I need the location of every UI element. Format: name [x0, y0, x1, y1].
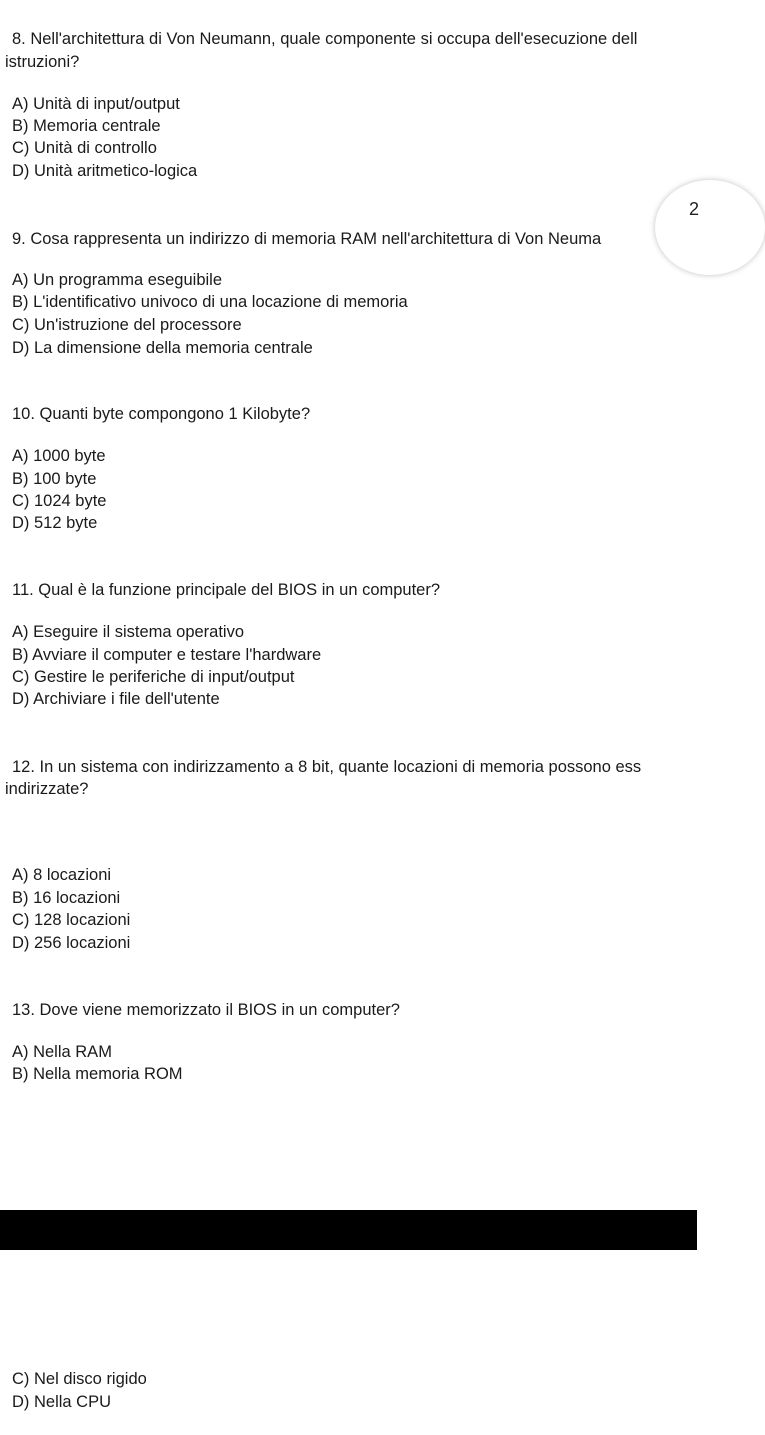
q8-option-c: C) Unità di controllo [12, 139, 157, 157]
black-band-divider [0, 1210, 697, 1250]
q12-option-a: A) 8 locazioni [12, 866, 112, 884]
q11-option-c: C) Gestire le periferiche di input/output [12, 668, 295, 686]
q9-option-c: C) Un'istruzione del processore [12, 316, 242, 334]
q8-option-a: A) Unità di input/output [12, 95, 180, 113]
q11-option-b: B) Avviare il computer e testare l'hardware [12, 646, 322, 664]
q9-option-d: D) La dimensione della memoria centrale [12, 339, 313, 357]
q13-option-b: B) Nella memoria ROM [12, 1065, 183, 1083]
question-10-text: 10. Quanti byte compongono 1 Kilobyte? [12, 405, 311, 423]
q11-option-a: A) Eseguire il sistema operativo [12, 623, 245, 641]
q9-option-a: A) Un programma eseguibile [12, 271, 223, 289]
q8-option-d: D) Unità aritmetico-logica [12, 162, 198, 180]
q9-option-b: B) L'identificativo univoco di una locazione di memoria [12, 293, 408, 311]
q10-option-a: A) 1000 byte [12, 447, 106, 465]
question-8-text: 8. Nell'architettura di Von Neumann, quale componente si occupa dell'esecuzione dell [12, 30, 638, 48]
question-13-text: 13. Dove viene memorizzato il BIOS in un computer? [12, 1001, 400, 1019]
q12-option-b: B) 16 locazioni [12, 889, 121, 907]
q10-option-d: D) 512 byte [12, 514, 98, 532]
q10-option-b: B) 100 byte [12, 470, 97, 488]
q11-option-d: D) Archiviare i file dell'utente [12, 690, 220, 708]
q10-option-c: C) 1024 byte [12, 492, 107, 510]
q13-option-a: A) Nella RAM [12, 1043, 112, 1061]
q12-option-c: C) 128 locazioni [12, 911, 131, 929]
floating-side-button[interactable] [655, 180, 765, 275]
side-widget-glyph: 2 [689, 199, 700, 219]
q13-option-c: C) Nel disco rigido [12, 1370, 147, 1388]
q12-option-d: D) 256 locazioni [12, 934, 131, 952]
question-12-text-cont: indirizzate? [5, 780, 89, 798]
question-9-text: 9. Cosa rappresenta un indirizzo di memoria RAM nell'architettura di Von Neuma [12, 230, 602, 248]
question-11-text: 11. Qual è la funzione principale del BIOS in un computer? [12, 581, 441, 599]
q13-option-d: D) Nella CPU [12, 1393, 112, 1411]
question-12-text: 12. In un sistema con indirizzamento a 8 bit, quante locazioni di memoria possono ess [12, 758, 642, 776]
question-8-text-cont: istruzioni? [5, 53, 80, 71]
q8-option-b: B) Memoria centrale [12, 117, 161, 135]
